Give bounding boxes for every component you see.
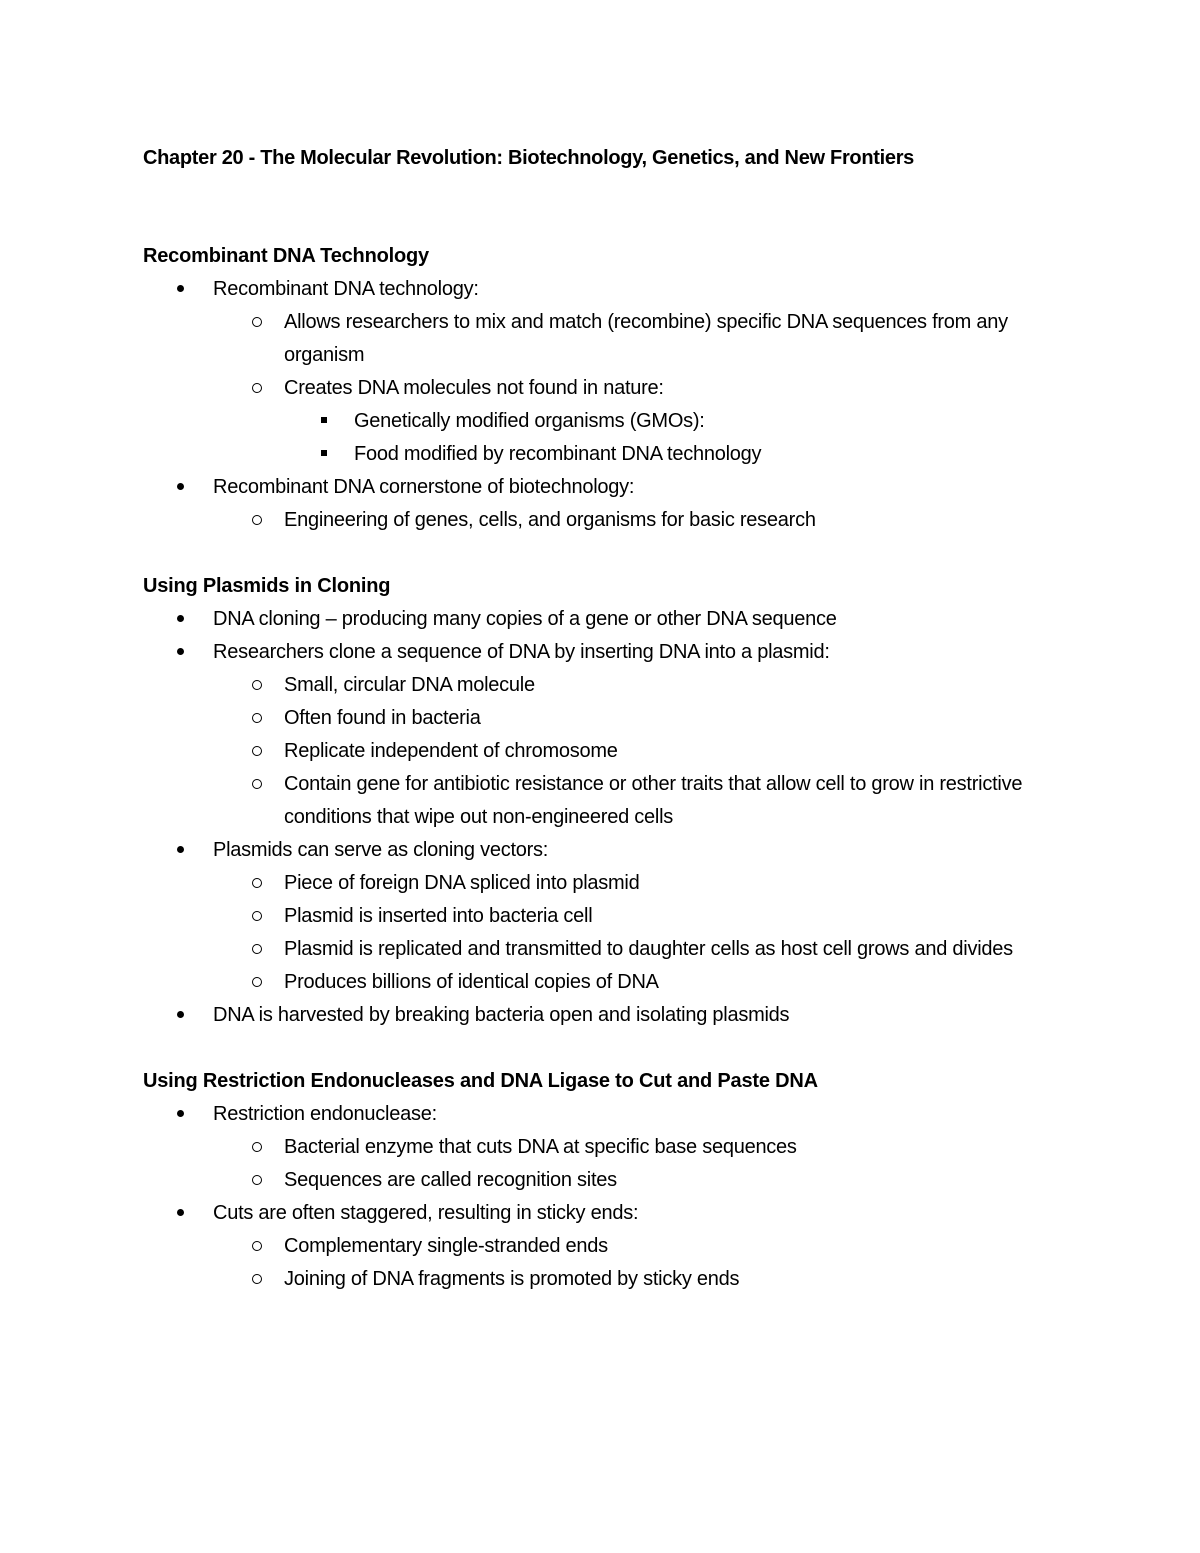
list-item	[143, 1098, 1083, 1131]
list-item	[143, 1230, 1083, 1263]
list-item-text: Researchers clone a sequence of DNA by inserting DNA into a plasmid:	[213, 641, 830, 663]
list-item-text: Creates DNA molecules not found in nature:	[284, 377, 664, 399]
list-item	[143, 471, 1083, 504]
list-item	[143, 273, 1083, 306]
list-item	[143, 1197, 1083, 1230]
hollow-circle-bullet-icon	[247, 504, 267, 537]
list-item-text: Bacterial enzyme that cuts DNA at specific base sequences	[284, 1136, 797, 1158]
list-item	[143, 405, 1083, 438]
list-item-text: Sequences are called recognition sites	[284, 1169, 617, 1191]
list-item-text: Plasmid is inserted into bacteria cell	[284, 905, 593, 927]
list-item	[143, 867, 1083, 900]
hollow-circle-bullet-icon	[247, 900, 267, 933]
filled-square-bullet-icon	[314, 405, 334, 438]
list-item-text: Small, circular DNA molecule	[284, 674, 535, 696]
list-item-text: Joining of DNA fragments is promoted by sticky ends	[284, 1268, 740, 1290]
filled-circle-bullet-icon	[170, 999, 190, 1032]
list-item-text: Food modified by recombinant DNA technology	[354, 443, 762, 465]
hollow-circle-bullet-icon	[247, 1164, 267, 1197]
filled-circle-bullet-icon	[170, 1197, 190, 1230]
list-item	[143, 438, 1083, 471]
list-item	[143, 999, 1083, 1032]
list-item	[143, 636, 1083, 669]
hollow-circle-bullet-icon	[247, 702, 267, 735]
filled-circle-bullet-icon	[170, 471, 190, 504]
list-item-text: Recombinant DNA cornerstone of biotechnology:	[213, 476, 635, 498]
list-item	[143, 735, 1083, 768]
list-item-text: Allows researchers to mix and match (recombine) specific DNA sequences from any organism	[284, 311, 1008, 366]
list-item	[143, 966, 1083, 999]
document-section	[143, 1065, 1083, 1296]
hollow-circle-bullet-icon	[247, 768, 267, 801]
hollow-circle-bullet-icon	[247, 966, 267, 999]
list-item	[143, 900, 1083, 933]
list-item	[143, 372, 1083, 405]
list-item-text: Genetically modified organisms (GMOs):	[354, 410, 705, 432]
hollow-circle-bullet-icon	[247, 867, 267, 900]
filled-circle-bullet-icon	[170, 273, 190, 306]
bullet-list	[143, 1098, 1083, 1296]
bullet-list	[143, 603, 1083, 1032]
hollow-circle-bullet-icon	[247, 933, 267, 966]
list-item	[143, 702, 1083, 735]
filled-circle-bullet-icon	[170, 636, 190, 669]
hollow-circle-bullet-icon	[247, 669, 267, 702]
list-item-text: Recombinant DNA technology:	[213, 278, 479, 300]
list-item	[143, 768, 1083, 834]
bullet-list	[143, 273, 1083, 537]
hollow-circle-bullet-icon	[247, 372, 267, 405]
document-section	[143, 570, 1083, 1032]
list-item	[143, 306, 1083, 372]
document-title: Chapter 20 - The Molecular Revolution: Biotechnology, Genetics, and New Frontiers	[143, 147, 915, 169]
document-page	[143, 142, 1083, 1296]
section-heading: Using Restriction Endonucleases and DNA Ligase to Cut and Paste DNA	[143, 1070, 818, 1092]
list-item	[143, 1131, 1083, 1164]
document-section	[143, 240, 1083, 537]
list-item-text: Engineering of genes, cells, and organisms for basic research	[284, 509, 816, 531]
section-heading: Using Plasmids in Cloning	[143, 575, 391, 597]
list-item-text: Complementary single-stranded ends	[284, 1235, 608, 1257]
filled-circle-bullet-icon	[170, 603, 190, 636]
list-item-text: DNA cloning – producing many copies of a gene or other DNA sequence	[213, 608, 837, 630]
list-item-text: DNA is harvested by breaking bacteria open and isolating plasmids	[213, 1004, 790, 1026]
filled-square-bullet-icon	[314, 438, 334, 471]
list-item-text: Replicate independent of chromosome	[284, 740, 618, 762]
hollow-circle-bullet-icon	[247, 735, 267, 768]
list-item-text: Produces billions of identical copies of DNA	[284, 971, 659, 993]
section-spacer	[143, 1032, 1083, 1065]
list-item	[143, 933, 1083, 966]
hollow-circle-bullet-icon	[247, 1263, 267, 1296]
hollow-circle-bullet-icon	[247, 306, 267, 339]
list-item	[143, 504, 1083, 537]
list-item	[143, 1164, 1083, 1197]
list-item-text: Piece of foreign DNA spliced into plasmid	[284, 872, 640, 894]
list-item-text: Often found in bacteria	[284, 707, 481, 729]
list-item-text: Plasmids can serve as cloning vectors:	[213, 839, 549, 861]
title-spacer	[143, 174, 1083, 240]
section-spacer	[143, 537, 1083, 570]
list-item-text: Restriction endonuclease:	[213, 1103, 437, 1125]
list-item	[143, 1263, 1083, 1296]
list-item-text: Cuts are often staggered, resulting in sticky ends:	[213, 1202, 639, 1224]
list-item	[143, 834, 1083, 867]
filled-circle-bullet-icon	[170, 1098, 190, 1131]
list-item	[143, 603, 1083, 636]
list-item-text: Contain gene for antibiotic resistance or other traits that allow cell to grow in restrictive conditions that wipe out non-engineered cells	[284, 773, 1023, 828]
list-item	[143, 669, 1083, 702]
list-item-text: Plasmid is replicated and transmitted to daughter cells as host cell grows and divides	[284, 938, 1013, 960]
hollow-circle-bullet-icon	[247, 1131, 267, 1164]
filled-circle-bullet-icon	[170, 834, 190, 867]
hollow-circle-bullet-icon	[247, 1230, 267, 1263]
document-body	[143, 240, 1083, 1296]
section-heading: Recombinant DNA Technology	[143, 245, 429, 267]
